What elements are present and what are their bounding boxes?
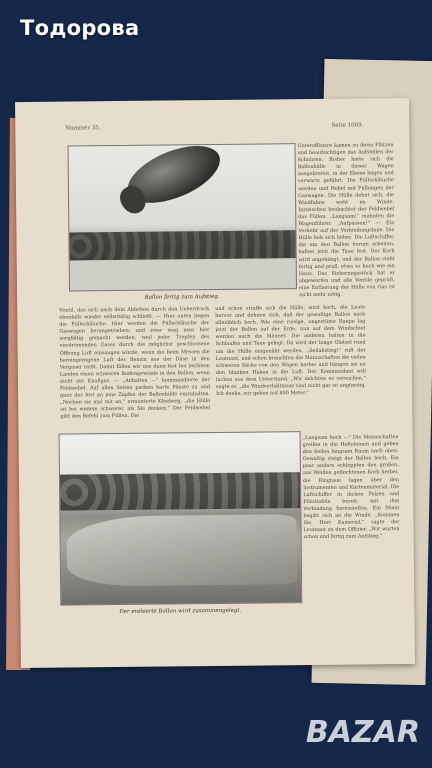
text-column-3: Unteroffiziere kamen zu ihren Plätzen und beaufsichtigen das Aufstellen der Schnüren. Bisher hatte sich die Ballonhülle in dieser Wagen ausgebreitet, in der Ebene liegen und vorwärts geführt. Die Füllschläuche werden und Hebel mit Füllungen der Gaswagen. Die Hülle dehnt sich, die Windfahne weht im Winde. Inzwischen beobachtet der Feldwebel das Füllen. „Langsam!“ mahnten die Wagenführer. „Aufpassen!“ — Ein Verkehr auf der Verbindungslinie. Die Hülle hob sich höher. Die Luftschiffer, die um den Ballon herum arbeiten, halten jetzt die Taue fest. Der Korb wird angehängt, und der Ballon steht fertig und prall, etwa so hoch wie ein Haus. Das Sicherungsstück hat er abgeworfen und alle Ventile geprüft, eine Entlastung der Hülle von Gas ist nicht mehr nötig. <box>297 142 396 299</box>
running-head-right: Seite 1069. <box>331 122 364 129</box>
magazine-page <box>15 98 415 668</box>
text-column-4: „Langsam hoch —“ Die Mannschaften greifen in die Halteleinen und geben den Seilen langsam Raum nach oben. Gewaltig steigt der Ballon hoch. Ein paar andere schleppten den großen, aus Weiden geflochtenen Korb herbei, die Ringtaue lagen über den Instrumenten und Kartenmaterial. Die Luftschiffer in dicken Pelzen und Filzstiefeln bereit, mit ihm Verbindung herzustellen. Ein Mann begibt sich an die Winde. „Kommen Sie, Herr Kamerad,“ sagte der Leutnant zu dem Offizier. „Wir warten schon und fertig zum Aufstieg.“ <box>302 434 400 541</box>
deflated-balloon-photo <box>59 431 303 606</box>
watermark-logo: BAZAR <box>305 715 420 750</box>
running-head-left: Nummer 35. <box>65 125 101 132</box>
photo1-caption: Ballon fertig zum Aufstieg. <box>144 293 220 301</box>
seller-name: Тодорова <box>20 16 140 40</box>
text-column-2: und schon straffe sich die Hülle, wird hoch, die Leute hervor und dehnen sich, daß der gewaltige Ballon nach allmählich hoch. Wie eine riesige, ungestüme Raupe lag jetzt der Ballon auf der Erde, nun auf dem Windschief werden auch die Männer. Die anderen halten in die Schlaufen und Taue gelegt. Da wird der lange Glatzel rund um die Hülle eingenäht werden. „Seilabstieg!“ ruft der Leutnant, und schon brauchten die Mannschaften die vielen schweren Säcke von den Wagen herbei und hängen sie an den blanken Haken in die Luft. Der Kommandant will lachen aus dem Unterstand. „Wir möchten es versuchen,“ sagte er, „die Windverhältnisse sind nicht gar so ungünstig. Ich denke, wir gehen auf 800 Meter.“ <box>215 304 367 398</box>
deflated-envelope <box>66 514 297 586</box>
balloon-photo <box>68 143 298 291</box>
photo2-caption: Der entleerte Ballon wird zusammengelegt. <box>119 607 242 616</box>
tree-line <box>69 230 295 260</box>
tree-line <box>60 472 300 511</box>
ground <box>70 258 296 290</box>
text-column-1: Ventil, das sich nach dem Abheben durch den Ueberdruck ebenfalls wieder selbsttätig schließt. — Hier unten liegen die Füllschläuche. Hier werden die Füllschläuche der Gaswagen herangetrieben, und zwar mag man hier sorgfältig gemacht werden, weil jeder Tropfen des einströmenden Gases durch die möglichst geschlossene Öffnung Luft einsaugen würde, wenn die beim Messen die hereingezogene Luft des Benzin aus der Düse in den Vergaser reißt. Damit füllen wir uns dann fest bei leichtem Landen einen schweren Bodengewinde in den Ballon, wenn nicht zur Knallgas. — „Anhalten —“ kommandierte der Feldwebel. Auf allen Seiten packen harte Fäuste zu und ganz der fest an jene Zapfen der Ballonhülle einzuhalten. „Nochen sie mal mit an,“ ermunterte Kleeberg, „die Hülle ist bei weitem schwerer, als Sie denken.“ Der Feldwebel gibt den Befehl zum Füllen. Die <box>59 306 211 421</box>
